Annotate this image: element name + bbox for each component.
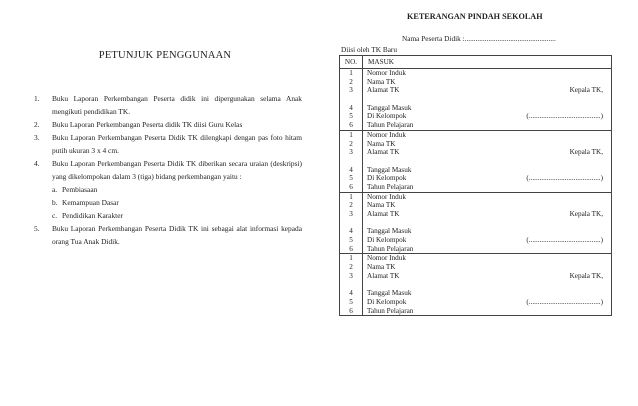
row-number: 2 [349, 139, 353, 148]
row-labels [363, 130, 488, 192]
filled-by-note: Diisi oleh TK Baru [341, 45, 398, 54]
development-areas-list [52, 183, 302, 222]
sub-item-letter: a. [52, 185, 58, 194]
spacer [487, 183, 603, 192]
instruction-number: 3. [34, 133, 40, 142]
instruction-number: 4. [34, 159, 40, 168]
row-label: Tahun Pelajaran [367, 121, 414, 130]
row-number: 5 [349, 297, 353, 306]
spacer [487, 131, 603, 140]
row-label: Tanggal Masuk [367, 165, 412, 174]
sub-item-text: Kemampuan Dasar [62, 198, 119, 207]
table-header-row [340, 56, 612, 69]
instructions-title: PETUNJUK PENGGUNAAN [98, 50, 232, 61]
row-number: 6 [349, 306, 353, 315]
instruction-text: Buku Laporan Perkembangan Peserta Didik TK diberikan secara uraian (deskripsi) yang dikelompokan dalam 3 (tiga) bidang perkembangan yaitu : [52, 159, 302, 181]
row-number: 5 [349, 174, 353, 183]
row-number: 1 [349, 69, 353, 77]
row-number: 2 [349, 263, 353, 272]
student-name-line: Nama Peserta Didik :.................................................. [402, 34, 556, 43]
spacer [487, 201, 603, 210]
principal-label: Kepala TK, [569, 210, 603, 218]
row-number [340, 157, 362, 166]
row-label [367, 219, 487, 228]
spacer [487, 157, 603, 166]
instruction-text: Buku Laporan Perkembangan Peserta Didik TK dilengkapi dengan pas foto hitam putih ukuran 3 x 4 cm. [52, 133, 302, 155]
transfer-table [339, 55, 612, 316]
row-number: 4 [349, 227, 353, 236]
row-number: 3 [349, 86, 353, 95]
row-number: 6 [349, 121, 353, 130]
row-label: Alamat TK [367, 210, 400, 218]
spacer [487, 95, 603, 104]
row-number: 3 [349, 210, 353, 218]
row-number [340, 95, 362, 104]
row-label: Alamat TK [367, 271, 400, 280]
sub-item-letter: c. [52, 211, 58, 220]
sub-item [52, 183, 302, 196]
row-label: Tanggal Masuk [367, 289, 412, 298]
row-labels [363, 254, 488, 316]
row-number: 2 [349, 77, 353, 86]
table-row [340, 192, 612, 254]
spacer [487, 104, 603, 113]
instruction-text: Buku Laporan Perkembangan Peserta didik TK diisi Guru Kelas [52, 120, 243, 129]
spacer [487, 69, 603, 78]
row-number: 6 [349, 182, 353, 191]
row-label: Nomor Induk [367, 254, 406, 263]
row-number: 1 [349, 130, 353, 139]
instruction-item [34, 222, 302, 248]
header-no: NO. [340, 56, 363, 69]
row-number: 5 [349, 112, 353, 121]
instruction-text: Buku Laporan Perkembangan Peserta Didik TK ini sebagai alat informasi kepada orang Tua Anak Didik. [52, 224, 302, 246]
header-masuk: MASUK [363, 56, 612, 69]
signature-cell [487, 192, 612, 254]
principal-label: Kepala TK, [569, 86, 603, 95]
signature-line: (........................................) [526, 297, 603, 306]
row-label: Di Kelompok [367, 112, 407, 121]
row-label: Nama TK [367, 77, 396, 86]
transfer-title: KETERANGAN PINDAH SEKOLAH [407, 12, 543, 21]
row-label: Tahun Pelajaran [367, 306, 414, 315]
row-label [367, 95, 487, 104]
spacer [487, 307, 603, 316]
principal-label: Kepala TK, [569, 148, 603, 157]
table-row [340, 130, 612, 192]
sub-item-text: Pembiasaan [62, 185, 98, 194]
signature-line: (........................................) [526, 174, 603, 183]
instruction-item [34, 131, 302, 157]
spacer [487, 263, 603, 272]
row-number: 4 [349, 103, 353, 112]
instruction-item [34, 92, 302, 118]
row-label: Di Kelompok [367, 174, 407, 183]
signature-line: (........................................) [526, 236, 603, 245]
principal-label: Kepala TK, [569, 271, 603, 280]
row-numbers [340, 254, 363, 316]
row-number: 1 [349, 192, 353, 201]
row-number: 2 [349, 201, 353, 210]
sub-item-letter: b. [52, 198, 58, 207]
spacer [487, 254, 603, 263]
table-body [340, 69, 612, 316]
row-label [367, 157, 487, 166]
row-number: 5 [349, 236, 353, 245]
spacer [487, 227, 603, 236]
row-label: Nama TK [367, 139, 396, 148]
instruction-item [34, 157, 302, 222]
row-label: Nomor Induk [367, 69, 406, 77]
row-label: Di Kelompok [367, 236, 407, 245]
spacer [487, 219, 603, 228]
row-numbers [340, 192, 363, 254]
spacer [487, 78, 603, 87]
signature-cell [487, 69, 612, 131]
row-number: 3 [349, 271, 353, 280]
row-label: Nama TK [367, 201, 396, 210]
row-label: Tanggal Masuk [367, 227, 412, 236]
row-label: Di Kelompok [367, 297, 407, 306]
spacer [487, 193, 603, 202]
row-number: 3 [349, 148, 353, 157]
row-numbers [340, 69, 363, 131]
row-label: Nomor Induk [367, 130, 406, 139]
row-number [340, 281, 362, 290]
row-numbers [340, 130, 363, 192]
signature-cell [487, 254, 612, 316]
row-label: Nomor Induk [367, 192, 406, 201]
row-labels [363, 192, 488, 254]
row-number: 4 [349, 289, 353, 298]
spacer [487, 140, 603, 149]
instructions-list [34, 92, 302, 248]
spacer [487, 281, 603, 290]
signature-cell [487, 130, 612, 192]
row-label: Tahun Pelajaran [367, 182, 414, 191]
row-label: Tanggal Masuk [367, 103, 412, 112]
row-number [340, 219, 362, 228]
sub-item-text: Pendidikan Karakter [62, 211, 123, 220]
row-number: 4 [349, 165, 353, 174]
instruction-number: 2. [34, 120, 40, 129]
instruction-number: 1. [34, 94, 40, 103]
table-row [340, 254, 612, 316]
spacer [487, 245, 603, 254]
row-number: 1 [349, 254, 353, 263]
row-labels [363, 69, 488, 131]
row-number: 6 [349, 244, 353, 253]
row-label: Alamat TK [367, 148, 400, 157]
instruction-item [34, 118, 302, 131]
row-label: Tahun Pelajaran [367, 244, 414, 253]
spacer [487, 289, 603, 298]
spacer [487, 121, 603, 130]
sub-item [52, 209, 302, 222]
row-label [367, 281, 487, 290]
row-label: Nama TK [367, 263, 396, 272]
signature-line: (........................................) [526, 112, 603, 121]
sub-item [52, 196, 302, 209]
instruction-text: Buku Laporan Perkembangan Peserta didik ini dipergunakan selama Anak mengikuti pendidikan TK. [52, 94, 302, 116]
row-label: Alamat TK [367, 86, 400, 95]
table-row [340, 69, 612, 131]
instruction-number: 5. [34, 224, 40, 233]
spacer [487, 166, 603, 175]
